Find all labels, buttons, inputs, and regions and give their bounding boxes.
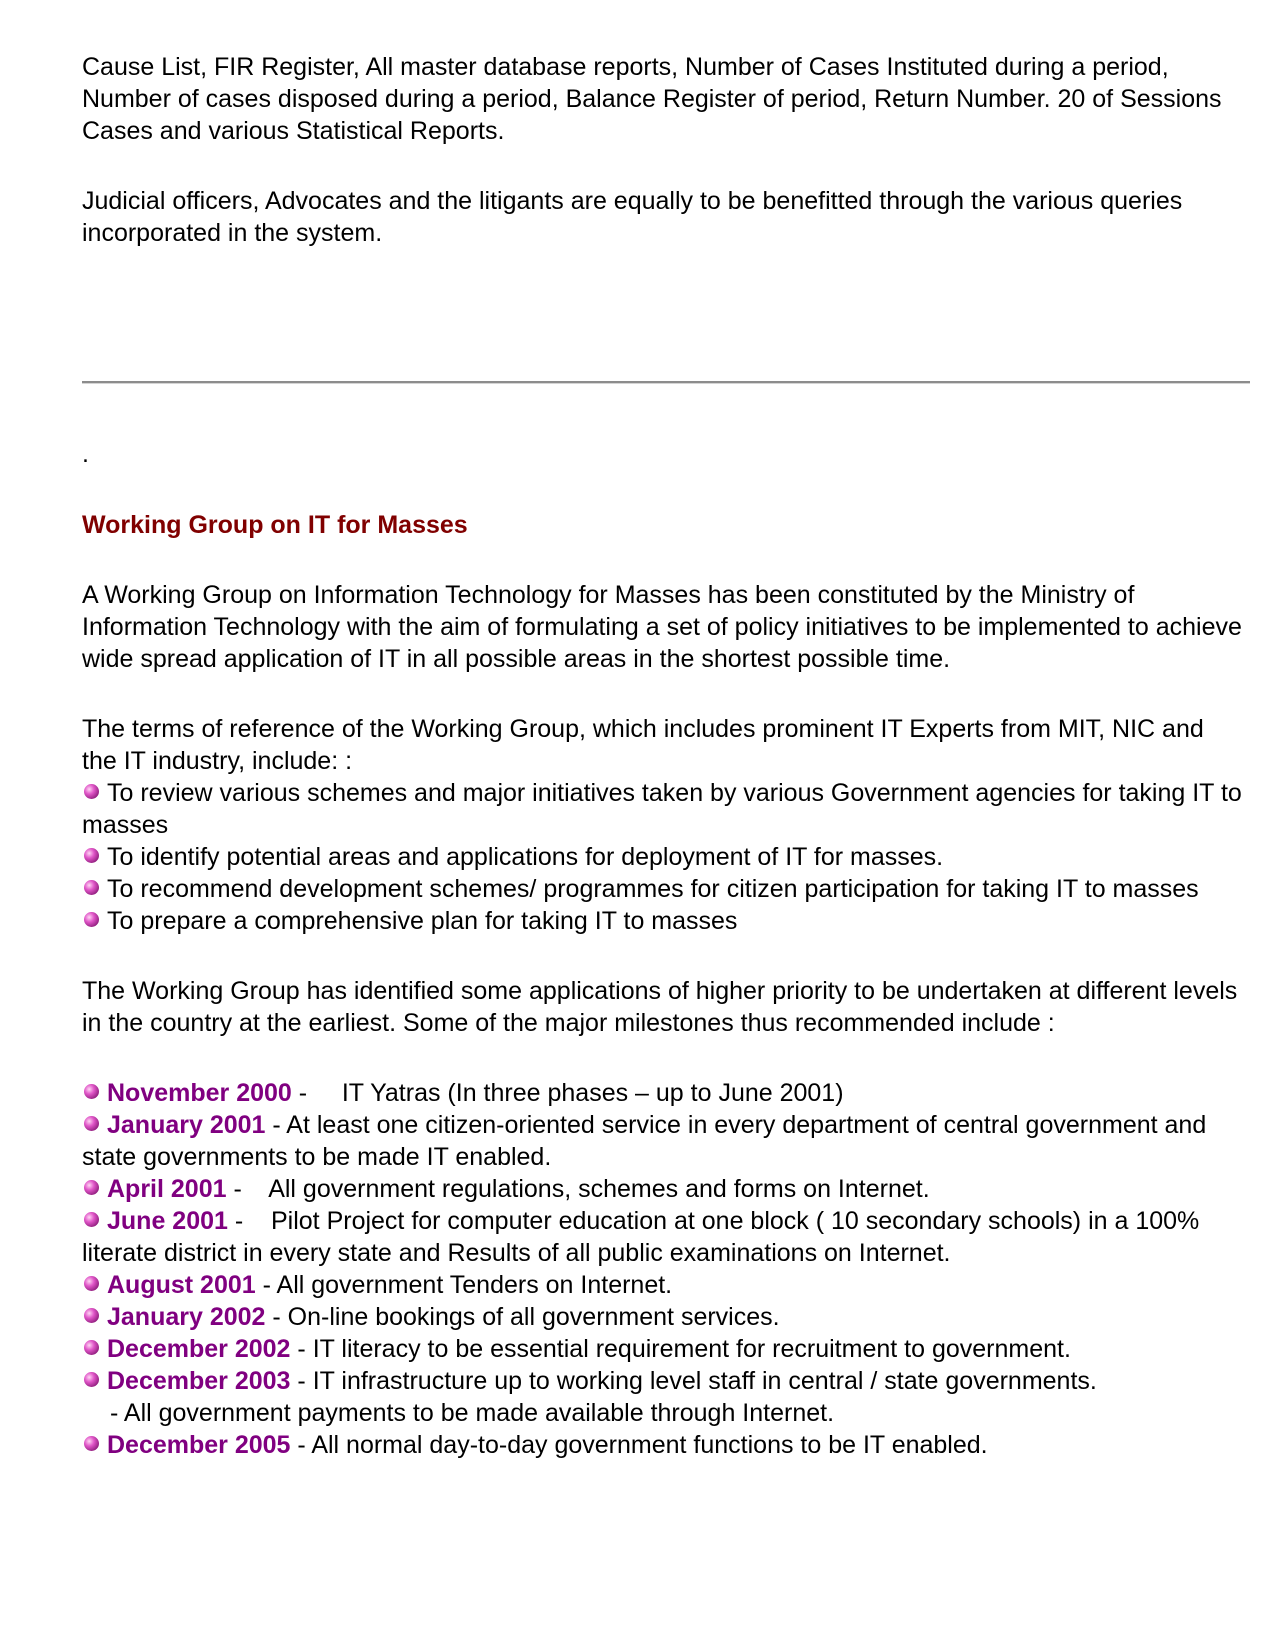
milestone-date: December 2005 [107,1431,291,1459]
list-item [82,841,1242,873]
bullet-icon [84,912,99,927]
milestone-separator: - [290,1335,313,1363]
milestone-item [82,1365,1242,1397]
milestone-separator: - [255,1271,277,1299]
list-item [82,873,1242,905]
milestone-date: June 2001 [107,1207,228,1235]
horizontal-rule [82,381,1250,384]
bullet-icon [84,784,99,799]
bullet-icon [84,880,99,895]
intro-paragraph-beneficiaries: Judicial officers, Advocates and the litigants are equally to be benefitted through the various queries incorporated in the system. [82,187,1183,247]
milestone-date: August 2001 [107,1271,256,1299]
milestone-text: All normal day-to-day government functions to be IT enabled. [311,1431,988,1459]
milestone-text: All government regulations, schemes and forms on Internet. [268,1175,930,1203]
terms-of-reference-intro: The terms of reference of the Working Group, which includes prominent IT Experts from MIT, NIC and the IT industry, include: : [82,715,1204,775]
terms-list [82,777,1252,937]
bullet-icon [84,1212,99,1227]
milestone-separator: - [227,1207,271,1235]
milestone-text: At least one citizen-oriented service in every department of central government and state governments to be made IT enabled. [82,1111,1207,1171]
milestone-item [82,1429,1242,1461]
term-text: To review various schemes and major initiatives taken by various Government agencies for taking IT to masses [82,779,1242,839]
milestone-text: All government Tenders on Internet. [276,1271,673,1299]
milestone-item [82,1301,1242,1333]
bullet-icon [84,1340,99,1355]
term-text: To identify potential areas and applications for deployment of IT for masses. [107,843,944,871]
milestone-date: December 2002 [107,1335,291,1363]
milestone-text: IT infrastructure up to working level staff in central / state governments. [312,1367,1097,1395]
milestone-separator: - [265,1111,287,1139]
working-group-section [82,579,1252,1461]
list-item [82,777,1242,841]
bullet-icon [84,1436,99,1451]
bullet-icon [84,1180,99,1195]
term-text: To recommend development schemes/ programmes for citizen participation for taking IT to masses [107,875,1199,903]
milestone-separator: - [290,1431,312,1459]
milestone-text: On-line bookings of all government services. [287,1303,780,1331]
separator-dot: . [82,440,89,468]
bullet-icon [84,1372,99,1387]
milestone-date: January 2001 [107,1111,266,1139]
milestone-item [82,1205,1242,1269]
milestone-date: January 2002 [107,1303,266,1331]
milestone-separator: - [290,1367,313,1395]
milestone-date: December 2003 [107,1367,291,1395]
milestones-list [82,1077,1252,1461]
milestone-separator: - [265,1303,288,1331]
milestone-text: IT Yatras (In three phases – up to June 2001) [341,1079,844,1107]
milestone-item [82,1077,1242,1109]
milestone-date: April 2001 [107,1175,227,1203]
intro-block [82,51,1252,249]
milestone-separator: - [226,1175,269,1203]
bullet-icon [84,1116,99,1131]
milestone-item [82,1333,1242,1365]
intro-paragraph-reports: Cause List, FIR Register, All master database reports, Number of Cases Instituted during a period, Number of cases disposed during a period, Balance Register of period, Return Number. 20 of Sessions Cases and various Statistical Reports. [82,53,1222,145]
milestone-continuation: - All government payments to be made available through Internet. [110,1399,835,1427]
milestone-text: IT literacy to be essential requirement for recruitment to government. [312,1335,1071,1363]
milestone-date: November 2000 [107,1079,292,1107]
bullet-icon [84,1308,99,1323]
milestone-item [82,1269,1242,1301]
milestone-text: Pilot Project for computer education at one block ( 10 secondary schools) in a 100% literate district in every state and Results of all public examinations on Internet. [82,1207,1200,1267]
section-heading: Working Group on IT for Masses [82,511,468,539]
bullet-icon [84,1084,99,1099]
milestone-item [82,1109,1242,1173]
list-item [82,905,1242,937]
milestone-item [82,1173,1242,1205]
working-group-description: A Working Group on Information Technology for Masses has been constituted by the Ministry of Information Technology with the aim of formulating a set of policy initiatives to be implemented to achieve wide spread application of IT in all possible areas in the shortest possible time. [82,581,1242,673]
milestones-intro: The Working Group has identified some applications of higher priority to be undertaken at different levels in the country at the earliest. Some of the major milestones thus recommended include : [82,977,1238,1037]
bullet-icon [84,1276,99,1291]
milestone-separator: - [291,1079,342,1107]
bullet-icon [84,848,99,863]
term-text: To prepare a comprehensive plan for taking IT to masses [107,907,738,935]
